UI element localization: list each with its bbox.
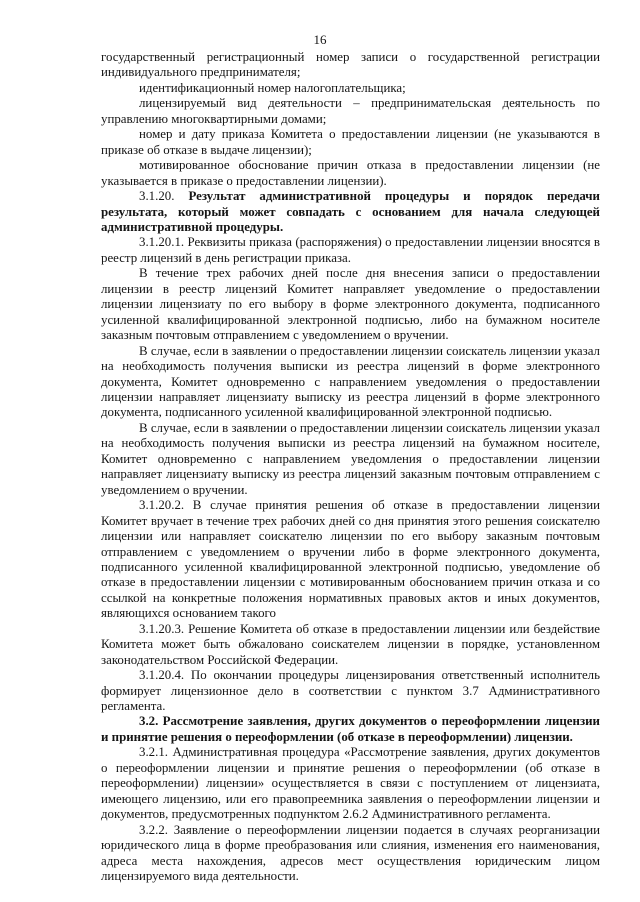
paragraph: номер и дату приказа Комитета о предоставлении лицензии (не указываются в приказе об отказе в выдаче лицензии); [101, 127, 600, 157]
paragraph: 3.1.20.1. Реквизиты приказа (распоряжения) о предоставлении лицензии вносятся в реестр лицензий в день регистрации приказа. [101, 235, 600, 265]
paragraph: 3.1.20.2. В случае принятия решения об отказе в предоставлении лицензии Комитет вручает в течение трех рабочих дней со дня принятия этого решения соискателю лицензии или направляет соискателю лицензии по его выбору заказным почтовым отправлением с уведомлением о вручении либо в форме электронного документа, подписанного усиленной квалифицированной электронной подписью, уведомление об отказе в предоставлении лицензии с мотивированным обоснованием причин отказа и со ссылкой на конкретные положения нормативных правовых актов и иных документов, являющихся основанием такого [101, 498, 600, 621]
paragraph: 3.1.20.3. Решение Комитета об отказе в предоставлении лицензии или бездействие Комитета может быть обжаловано соискателем лицензии в порядке, установленном законодательством Российской Федерации. [101, 621, 600, 667]
paragraph: лицензируемый вид деятельности – предпринимательская деятельность по управлению многоквартирными домами; [101, 96, 600, 126]
paragraph: 3.2.2. Заявление о переоформлении лицензии подается в случаях реорганизации юридического лица в форме преобразования или слияния, изменения его наименования, адреса места нахождения, адресов мест осуществления юридическим лицом лицензируемого вида деятельности. [101, 822, 600, 884]
paragraph: В случае, если в заявлении о предоставлении лицензии соискатель лицензии указал на необходимость получения выписки из реестра лицензий в форме электронного документа, Комитет одновременно с направлением уведомления о предоставлении лицензии направляет лицензиату выписку из реестра лицензий в форме электронного документа, подписанного усиленной квалифицированной электронной подписью. [101, 343, 600, 420]
paragraph: 3.2.1. Административная процедура «Рассмотрение заявления, других документов о переоформлении лицензии и принятие решения о переоформлении (об отказе в переоформлении) лицензии» осуществляется в связи с поступлением от лицензиата, имеющего лицензию, или его правопреемника заявления о переоформлении лицензии и документов, предусмотренных подпунктом 2.6.2 Административного регламента. [101, 745, 600, 822]
page-number: 16 [313, 32, 327, 47]
section-number: 3.1.20. [139, 189, 175, 204]
paragraph: мотивированное обоснование причин отказа в предоставлении лицензии (не указывается в приказе о предоставлении лицензии). [101, 158, 600, 188]
paragraph: В случае, если в заявлении о предоставлении лицензии соискатель лицензии указал на необходимость получения выписки из реестра лицензий на бумажном носителе, Комитет одновременно с направлением уведомления о предоставлении лицензии направляет лицензиату выписку из реестра лицензий заказным почтовым отправлением с уведомлением о вручении. [101, 420, 600, 497]
document-body [101, 50, 600, 884]
paragraph: 3.1.20.4. По окончании процедуры лицензирования ответственный исполнитель формирует лицензионное дело в соответствии с пунктом 3.7 Административного регламента. [101, 668, 600, 714]
paragraph: идентификационный номер налогоплательщика; [139, 80, 406, 95]
section-title: Результат административной процедуры и порядок передачи результата, который может совпадать с основанием для начала следующей административной процедуры. [101, 189, 600, 234]
paragraph: В течение трех рабочих дней после дня внесения записи о предоставлении лицензии в реестр лицензий Комитет направляет уведомление о предоставлении лицензии лицензиату по его выбору в форме электронного документа, подписанного усиленной квалифицированной электронной подписью, либо на бумажном носителе заказным почтовым отправлением с уведомлением о вручении. [101, 266, 600, 343]
section-heading-3-1-20 [101, 189, 600, 235]
section-heading-3-2 [101, 714, 600, 745]
section-title: 3.2. Рассмотрение заявления, других документов о переоформлении лицензии и принятие решения о переоформлении (об отказе в переоформлении) лицензии. [101, 714, 600, 744]
paragraph: государственный регистрационный номер записи о государственной регистрации индивидуального предпринимателя; [101, 50, 600, 80]
